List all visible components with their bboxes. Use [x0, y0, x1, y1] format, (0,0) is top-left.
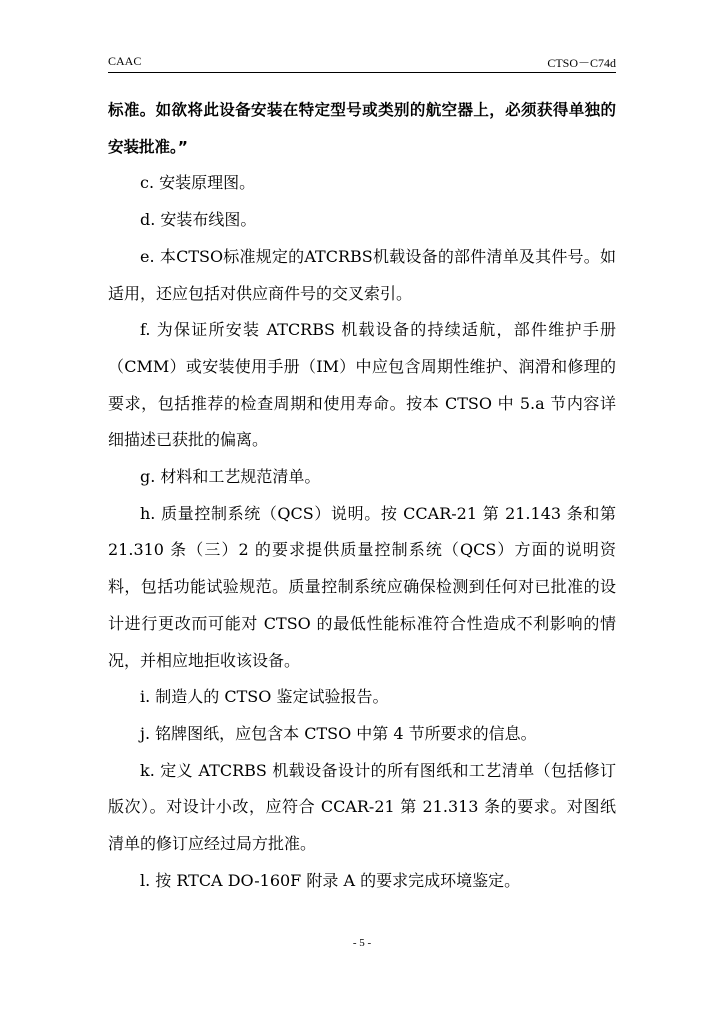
paragraph-item-h: h. 质量控制系统（QCS）说明。按 CCAR-21 第 21.143 条和第 21.310 条（三）2 的要求提供质量控制系统（QCS）方面的说明资料，包括功能试验规范。质量控制系统应确保检测到任何对已批准的设计进行更改而可能对 CTSO 的最低性能标准符合性造成不利影响的情况，并相应地拒收该设备。	[108, 503, 616, 670]
header-doc-id: CTSO－C74d	[547, 56, 616, 70]
paragraph-item-c: c. 安装原理图。	[140, 173, 256, 193]
document-body	[108, 92, 616, 899]
paragraph-item-l: l. 按 RTCA DO-160F 附录 A 的要求完成环境鉴定。	[140, 870, 521, 890]
paragraph-item-k: k. 定义 ATCRBS 机载设备设计的所有图纸和工艺清单（包括修订版次）。对设计小改，应符合 CCAR-21 第 21.313 条的要求。对图纸清单的修订应经过局方批准。	[108, 760, 616, 854]
page-header	[108, 52, 616, 73]
paragraph-continuation: 标准。如欲将此设备安装在特定型号或类别的航空器上，必须获得单独的安装批准。”	[108, 101, 616, 156]
header-org: CAAC	[108, 54, 142, 68]
paragraph-item-j: j. 铭牌图纸，应包含本 CTSO 中第 4 节所要求的信息。	[140, 723, 537, 743]
page-number: - 5 -	[352, 937, 372, 949]
paragraph-item-i: i. 制造人的 CTSO 鉴定试验报告。	[140, 687, 389, 707]
paragraph-item-g: g. 材料和工艺规范清单。	[140, 467, 321, 487]
paragraph-item-f: f. 为保证所安装 ATCRBS 机载设备的持续适航，部件维护手册（CMM）或安装使用手册（IM）中应包含周期性维护、润滑和修理的要求，包括推荐的检查周期和使用寿命。按本 CTSO 中 5.a 节内容详细描述已获批的偏离。	[108, 320, 616, 450]
paragraph-item-d: d. 安装布线图。	[140, 210, 257, 230]
paragraph-item-e: e. 本CTSO标准规定的ATCRBS机载设备的部件清单及其件号。如适用，还应包括对供应商件号的交叉索引。	[108, 246, 616, 303]
